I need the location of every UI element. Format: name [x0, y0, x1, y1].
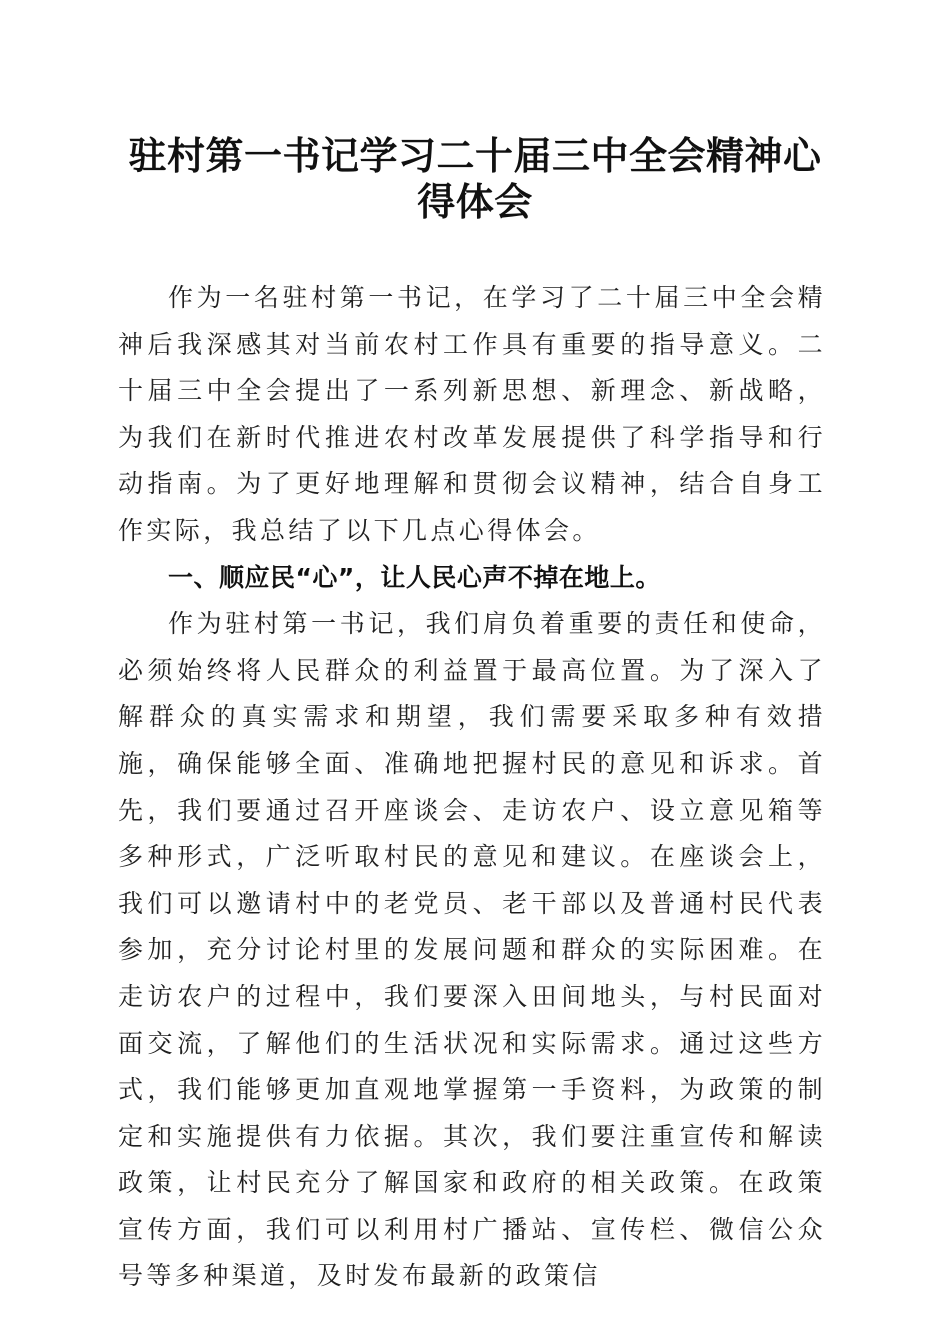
- intro-paragraph: 作为一名驻村第一书记，在学习了二十届三中全会精神后我深感其对当前农村工作具有重要的指导意义。二十届三中全会提出了一系列新思想、新理念、新战略，为我们在新时代推进农村改革发展提供了科学指导和行动指南。为了更好地理解和贯彻会议精神，结合自身工作实际，我总结了以下几点心得体会。: [118, 283, 826, 545]
- section-paragraph: 作为驻村第一书记，我们肩负着重要的责任和使命，必须始终将人民群众的利益置于最高位置。为了深入了解群众的真实需求和期望，我们需要采取多种有效措施，确保能够全面、准确地把握村民的意见和诉求。首先，我们要通过召开座谈会、走访农户、设立意见箱等多种形式，广泛听取村民的意见和建议。在座谈会上，我们可以邀请村中的老党员、老干部以及普通村民代表参加，充分讨论村里的发展问题和群众的实际困难。在走访农户的过程中，我们要深入田间地头，与村民面对面交流，了解他们的生活状况和实际需求。通过这些方式，我们能够更加直观地掌握第一手资料，为政策的制定和实施提供有力依据。其次，我们要注重宣传和解读政策，让村民充分了解国家和政府的相关政策。在政策宣传方面，我们可以利用村广播站、宣传栏、微信公众号等多种渠道，及时发布最新的政策信: [118, 609, 826, 1291]
- document-body: [118, 275, 826, 1300]
- section-heading: 一、顺应民“心”，让人民心声不掉在地上。: [168, 562, 661, 592]
- document-title: 驻村第一书记学习二十届三中全会精神心得体会: [128, 133, 822, 224]
